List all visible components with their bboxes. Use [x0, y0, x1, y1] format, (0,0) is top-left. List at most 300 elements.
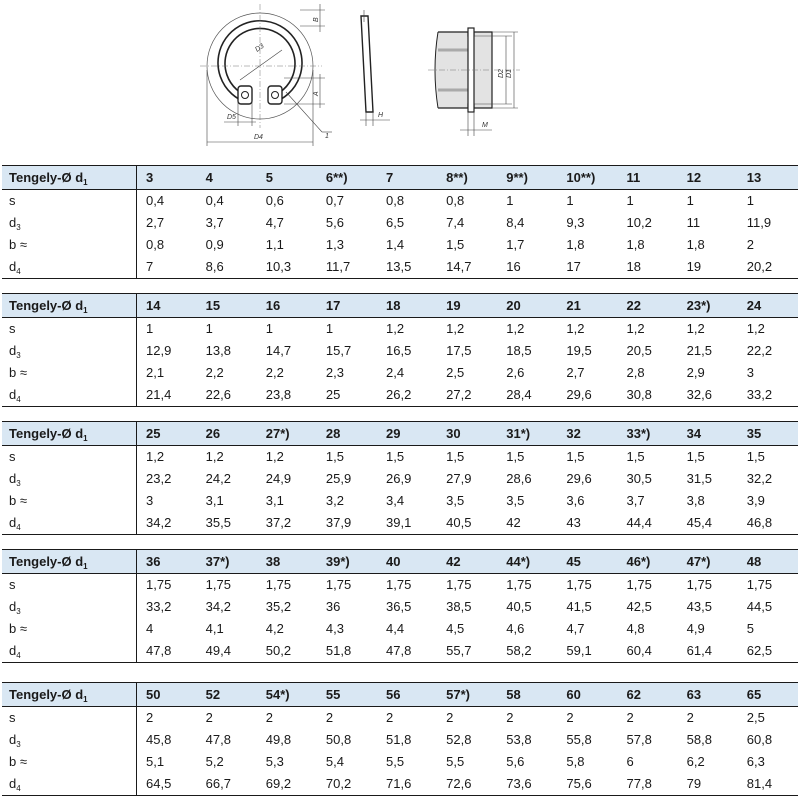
value-cell: 30,8	[618, 384, 678, 407]
value-cell: 4	[146, 621, 154, 636]
value-cell: 49,8	[265, 732, 292, 747]
value-cell: 40,5	[506, 599, 532, 614]
value-cell: 42	[497, 512, 557, 535]
value-cell: 30,5	[626, 471, 652, 486]
value-cell: 3,1	[265, 493, 284, 508]
value-cell: 1,2	[265, 449, 284, 464]
value-cell: 11	[686, 215, 701, 230]
table-row-d3	[2, 468, 798, 490]
table-row-d3	[2, 340, 798, 362]
table-row-b	[2, 751, 798, 773]
d1-cell: 34	[678, 422, 738, 446]
shaft-groove-view	[428, 28, 520, 136]
value-cell: 69,2	[257, 773, 317, 796]
value-cell: 2,6	[506, 365, 525, 380]
d1-cell: 13	[738, 166, 798, 190]
value-cell: 58,8	[686, 732, 712, 747]
value-cell: 1,75	[746, 577, 773, 592]
table-row-s	[2, 707, 798, 730]
value-cell: 47,8	[137, 640, 197, 663]
value-cell: 57,8	[626, 732, 652, 747]
value-cell: 2	[265, 710, 273, 725]
value-cell: 1	[325, 321, 334, 336]
d1-cell: 31*)	[497, 422, 557, 446]
value-cell: 35,2	[265, 599, 292, 614]
value-cell: 10,3	[257, 256, 317, 279]
value-cell: 26,2	[377, 384, 437, 407]
value-cell: 3,2	[325, 493, 344, 508]
table-row-b	[2, 234, 798, 256]
table-row-d4	[2, 256, 798, 279]
value-cell: 1	[566, 193, 574, 208]
value-cell: 18	[618, 256, 678, 279]
value-cell: 3,4	[386, 493, 405, 508]
value-cell: 2	[205, 710, 213, 725]
d1-cell: 12	[678, 166, 738, 190]
row-label-b: b ≈	[2, 618, 137, 640]
table-row-d4	[2, 640, 798, 663]
value-cell: 3,5	[446, 493, 465, 508]
value-cell: 4,3	[325, 621, 344, 636]
value-cell: 32,2	[746, 471, 773, 486]
value-cell: 11,9	[746, 215, 772, 230]
value-cell: 2	[746, 237, 754, 252]
value-cell: 1,5	[686, 449, 705, 464]
value-cell: 2	[626, 710, 634, 725]
value-cell: 3	[746, 365, 754, 380]
circlip-side-view	[360, 10, 390, 126]
d1-cell: 56	[377, 683, 437, 707]
d1-cell: 42	[437, 550, 497, 574]
d1-cell: 16	[257, 294, 317, 318]
value-cell: 32,6	[678, 384, 738, 407]
value-cell: 2	[506, 710, 514, 725]
d1-cell: 52	[197, 683, 257, 707]
value-cell: 61,4	[678, 640, 738, 663]
value-cell: 59,1	[557, 640, 617, 663]
value-cell: 17	[557, 256, 617, 279]
value-cell: 36,5	[386, 599, 412, 614]
value-cell: 1,75	[566, 577, 592, 592]
value-cell: 3,1	[205, 493, 224, 508]
value-cell: 50,8	[325, 732, 352, 747]
value-cell: 1,7	[506, 237, 525, 252]
value-cell: 47,8	[205, 732, 231, 747]
label-h: H	[378, 112, 384, 119]
value-cell: 16,5	[386, 343, 412, 358]
d1-cell: 17	[317, 294, 377, 318]
d1-cell: 9**)	[497, 166, 557, 190]
value-cell: 1,75	[506, 577, 532, 592]
row-label-d3: $d_3$	[2, 340, 137, 362]
value-cell: 3,8	[686, 493, 705, 508]
d1-cell: 55	[317, 683, 377, 707]
value-cell: 1,5	[506, 449, 525, 464]
value-cell: 60,4	[618, 640, 678, 663]
value-cell: 28,4	[497, 384, 557, 407]
header-label: Tengely-Ø $d_1$	[2, 166, 137, 190]
d1-cell: 5	[257, 166, 317, 190]
value-cell: 2,5	[446, 365, 465, 380]
value-cell: 1	[686, 193, 694, 208]
value-cell: 26,9	[386, 471, 412, 486]
label-1: 1	[325, 133, 329, 140]
header-label: Tengely-Ø $d_1$	[2, 422, 137, 446]
value-cell: 6,2	[686, 754, 705, 769]
d1-cell: 39*)	[317, 550, 377, 574]
d1-cell: 32	[557, 422, 617, 446]
value-cell: 2,9	[686, 365, 705, 380]
value-cell: 1,2	[566, 321, 585, 336]
value-cell: 4,4	[386, 621, 405, 636]
value-cell: 45,8	[146, 732, 172, 747]
value-cell: 33,2	[146, 599, 172, 614]
value-cell: 31,5	[686, 471, 712, 486]
value-cell: 77,8	[618, 773, 678, 796]
value-cell: 4,9	[686, 621, 705, 636]
d1-cell: 36	[137, 550, 197, 574]
technical-drawings	[0, 0, 800, 160]
value-cell: 51,8	[386, 732, 412, 747]
value-cell: 0,4	[205, 193, 224, 208]
label-d3: D3	[254, 42, 266, 54]
value-cell: 1,2	[746, 321, 765, 336]
value-cell: 1,75	[626, 577, 652, 592]
d1-cell: 48	[738, 550, 798, 574]
value-cell: 2,7	[566, 365, 585, 380]
value-cell: 1,75	[325, 577, 352, 592]
value-cell: 5,6	[506, 754, 525, 769]
circlip-front-view	[0, 0, 800, 160]
d1-cell: 63	[678, 683, 738, 707]
value-cell: 71,6	[377, 773, 437, 796]
value-cell: 70,2	[317, 773, 377, 796]
value-cell: 13,8	[205, 343, 231, 358]
value-cell: 0,8	[146, 237, 165, 252]
value-cell: 2	[566, 710, 574, 725]
d1-cell: 44*)	[497, 550, 557, 574]
value-cell: 19	[678, 256, 738, 279]
table-row-d3	[2, 729, 798, 751]
value-cell: 23,2	[146, 471, 172, 486]
value-cell: 1,5	[446, 449, 465, 464]
value-cell: 0,8	[386, 193, 405, 208]
value-cell: 1	[146, 321, 154, 336]
d1-cell: 28	[317, 422, 377, 446]
value-cell: 25,9	[325, 471, 352, 486]
d1-cell: 60	[557, 683, 617, 707]
value-cell: 4,1	[205, 621, 224, 636]
value-cell: 1,5	[626, 449, 645, 464]
header-label: Tengely-Ø $d_1$	[2, 683, 137, 707]
value-cell: 4,7	[265, 215, 284, 230]
value-cell: 1	[205, 321, 213, 336]
value-cell: 2	[686, 710, 694, 725]
value-cell: 1,3	[325, 237, 344, 252]
value-cell: 38,5	[446, 599, 472, 614]
value-cell: 0,6	[265, 193, 284, 208]
value-cell: 5,1	[146, 754, 165, 769]
value-cell: 27,9	[446, 471, 472, 486]
label-d1: D1	[506, 69, 513, 78]
value-cell: 50,2	[257, 640, 317, 663]
value-cell: 23,8	[257, 384, 317, 407]
row-label-d4: $d_4$	[2, 773, 137, 796]
d1-cell: 4	[197, 166, 257, 190]
value-cell: 2,1	[146, 365, 165, 380]
value-cell: 5	[746, 621, 754, 636]
table-row-s	[2, 574, 798, 597]
label-d5: D5	[227, 114, 236, 121]
value-cell: 10,2	[626, 215, 652, 230]
d1-cell: 37*)	[197, 550, 257, 574]
value-cell: 5,5	[446, 754, 465, 769]
table-row-b	[2, 362, 798, 384]
d1-cell: 21	[557, 294, 617, 318]
value-cell: 4,5	[446, 621, 465, 636]
row-label-d3: $d_3$	[2, 596, 137, 618]
value-cell: 47,8	[377, 640, 437, 663]
value-cell: 2,7	[146, 215, 165, 230]
value-cell: 14,7	[265, 343, 292, 358]
d1-cell: 15	[197, 294, 257, 318]
d1-cell: 8**)	[437, 166, 497, 190]
value-cell: 39,1	[377, 512, 437, 535]
value-cell: 2,2	[265, 365, 284, 380]
row-label-b: b ≈	[2, 362, 137, 384]
value-cell: 0,8	[446, 193, 465, 208]
value-cell: 1,5	[746, 449, 765, 464]
value-cell: 9,3	[566, 215, 585, 230]
value-cell: 2,4	[386, 365, 405, 380]
table-row-b	[2, 490, 798, 512]
value-cell: 60,8	[746, 732, 773, 747]
d1-cell: 65	[738, 683, 798, 707]
value-cell: 64,5	[137, 773, 197, 796]
value-cell: 8,4	[506, 215, 525, 230]
value-cell: 17,5	[446, 343, 472, 358]
dimension-table-2	[2, 293, 798, 407]
label-a: A	[313, 91, 320, 96]
value-cell: 6,3	[746, 754, 765, 769]
value-cell: 4,7	[566, 621, 585, 636]
row-label-d4: $d_4$	[2, 512, 137, 535]
d1-cell: 40	[377, 550, 437, 574]
table-row-s	[2, 446, 798, 469]
value-cell: 34,2	[205, 599, 231, 614]
value-cell: 1,2	[446, 321, 465, 336]
value-cell: 24,2	[205, 471, 231, 486]
value-cell: 4,8	[626, 621, 645, 636]
value-cell: 29,6	[557, 384, 617, 407]
value-cell: 4,6	[506, 621, 525, 636]
table-row-d3	[2, 212, 798, 234]
d1-cell: 30	[437, 422, 497, 446]
value-cell: 66,7	[197, 773, 257, 796]
table-header-row	[2, 422, 798, 446]
value-cell: 53,8	[506, 732, 532, 747]
value-cell: 2,8	[626, 365, 645, 380]
value-cell: 5,6	[325, 215, 344, 230]
dimension-table-1	[2, 165, 798, 279]
d1-cell: 38	[257, 550, 317, 574]
value-cell: 3,7	[626, 493, 645, 508]
value-cell: 21,4	[137, 384, 197, 407]
value-cell: 0,9	[205, 237, 224, 252]
row-label-d3: $d_3$	[2, 468, 137, 490]
value-cell: 7,4	[446, 215, 465, 230]
table-row-d4	[2, 773, 798, 796]
value-cell: 1,75	[205, 577, 231, 592]
value-cell: 1,4	[386, 237, 405, 252]
d1-cell: 46*)	[618, 550, 678, 574]
value-cell: 19,5	[566, 343, 592, 358]
value-cell: 45,4	[678, 512, 738, 535]
value-cell: 20,2	[738, 256, 798, 279]
value-cell: 2,5	[746, 710, 765, 725]
value-cell: 43	[557, 512, 617, 535]
table-row-s	[2, 318, 798, 341]
value-cell: 5,4	[325, 754, 344, 769]
value-cell: 43,5	[686, 599, 712, 614]
value-cell: 4,2	[265, 621, 284, 636]
d1-cell: 11	[618, 166, 678, 190]
value-cell: 34,2	[137, 512, 197, 535]
row-label-s: s	[2, 190, 137, 213]
value-cell: 1,5	[386, 449, 405, 464]
table-header-row	[2, 550, 798, 574]
value-cell: 6,5	[386, 215, 405, 230]
value-cell: 3,5	[506, 493, 525, 508]
value-cell: 5,8	[566, 754, 585, 769]
value-cell: 55,8	[566, 732, 592, 747]
value-cell: 73,6	[497, 773, 557, 796]
value-cell: 2	[386, 710, 394, 725]
header-label: Tengely-Ø $d_1$	[2, 550, 137, 574]
value-cell: 37,9	[317, 512, 377, 535]
row-label-s: s	[2, 707, 137, 730]
value-cell: 2,3	[325, 365, 344, 380]
value-cell: 1,2	[626, 321, 645, 336]
value-cell: 1,2	[205, 449, 224, 464]
value-cell: 24,9	[265, 471, 292, 486]
value-cell: 1,75	[265, 577, 292, 592]
value-cell: 0,7	[325, 193, 344, 208]
value-cell: 22,2	[746, 343, 773, 358]
d1-cell: 10**)	[557, 166, 617, 190]
value-cell: 12,9	[146, 343, 172, 358]
d1-cell: 50	[137, 683, 197, 707]
d1-cell: 14	[137, 294, 197, 318]
row-label-d3: $d_3$	[2, 729, 137, 751]
value-cell: 42,5	[626, 599, 652, 614]
d1-cell: 27*)	[257, 422, 317, 446]
value-cell: 33,2	[738, 384, 798, 407]
value-cell: 62,5	[738, 640, 798, 663]
d1-cell: 45	[557, 550, 617, 574]
d1-cell: 24	[738, 294, 798, 318]
d1-cell: 58	[497, 683, 557, 707]
value-cell: 16	[497, 256, 557, 279]
row-label-d4: $d_4$	[2, 384, 137, 407]
d1-cell: 47*)	[678, 550, 738, 574]
value-cell: 1,2	[686, 321, 705, 336]
value-cell: 3,6	[566, 493, 585, 508]
value-cell: 3,7	[205, 215, 224, 230]
row-label-d4: $d_4$	[2, 256, 137, 279]
value-cell: 81,4	[738, 773, 798, 796]
d1-cell: 23*)	[678, 294, 738, 318]
value-cell: 1	[626, 193, 634, 208]
value-cell: 75,6	[557, 773, 617, 796]
d1-cell: 20	[497, 294, 557, 318]
table-header-row	[2, 166, 798, 190]
d1-cell: 57*)	[437, 683, 497, 707]
d1-cell: 18	[377, 294, 437, 318]
value-cell: 72,6	[437, 773, 497, 796]
value-cell: 5,2	[205, 754, 224, 769]
row-label-b: b ≈	[2, 234, 137, 256]
value-cell: 35,5	[197, 512, 257, 535]
row-label-s: s	[2, 574, 137, 597]
value-cell: 55,7	[437, 640, 497, 663]
value-cell: 2	[325, 710, 334, 725]
d1-cell: 26	[197, 422, 257, 446]
value-cell: 1,75	[386, 577, 412, 592]
value-cell: 21,5	[686, 343, 712, 358]
value-cell: 2,2	[205, 365, 224, 380]
d1-cell: 29	[377, 422, 437, 446]
row-label-d4: $d_4$	[2, 640, 137, 663]
value-cell: 7	[137, 256, 197, 279]
value-cell: 1	[265, 321, 273, 336]
value-cell: 28,6	[506, 471, 532, 486]
value-cell: 22,6	[197, 384, 257, 407]
value-cell: 5,5	[386, 754, 405, 769]
value-cell: 46,8	[738, 512, 798, 535]
d1-cell: 22	[618, 294, 678, 318]
dimension-table-5	[2, 682, 798, 796]
value-cell: 8,6	[197, 256, 257, 279]
value-cell: 1,75	[446, 577, 472, 592]
value-cell: 1,8	[566, 237, 585, 252]
d1-cell: 54*)	[257, 683, 317, 707]
value-cell: 0,4	[146, 193, 165, 208]
table-header-row	[2, 683, 798, 707]
label-b: B	[313, 17, 320, 22]
value-cell: 1,1	[265, 237, 284, 252]
row-label-b: b ≈	[2, 751, 137, 773]
value-cell: 2	[446, 710, 454, 725]
d1-cell: 19	[437, 294, 497, 318]
label-d4: D4	[254, 134, 263, 141]
value-cell: 18,5	[506, 343, 532, 358]
value-cell: 3,9	[746, 493, 765, 508]
value-cell: 3	[146, 493, 154, 508]
d1-cell: 3	[137, 166, 197, 190]
table-row-d4	[2, 384, 798, 407]
value-cell: 1,5	[446, 237, 465, 252]
d1-cell: 62	[618, 683, 678, 707]
table-header-row	[2, 294, 798, 318]
label-d2: D2	[498, 69, 505, 78]
table-row-s	[2, 190, 798, 213]
table-row-b	[2, 618, 798, 640]
value-cell: 20,5	[626, 343, 652, 358]
value-cell: 44,4	[618, 512, 678, 535]
value-cell: 1,75	[146, 577, 172, 592]
header-label: Tengely-Ø $d_1$	[2, 294, 137, 318]
